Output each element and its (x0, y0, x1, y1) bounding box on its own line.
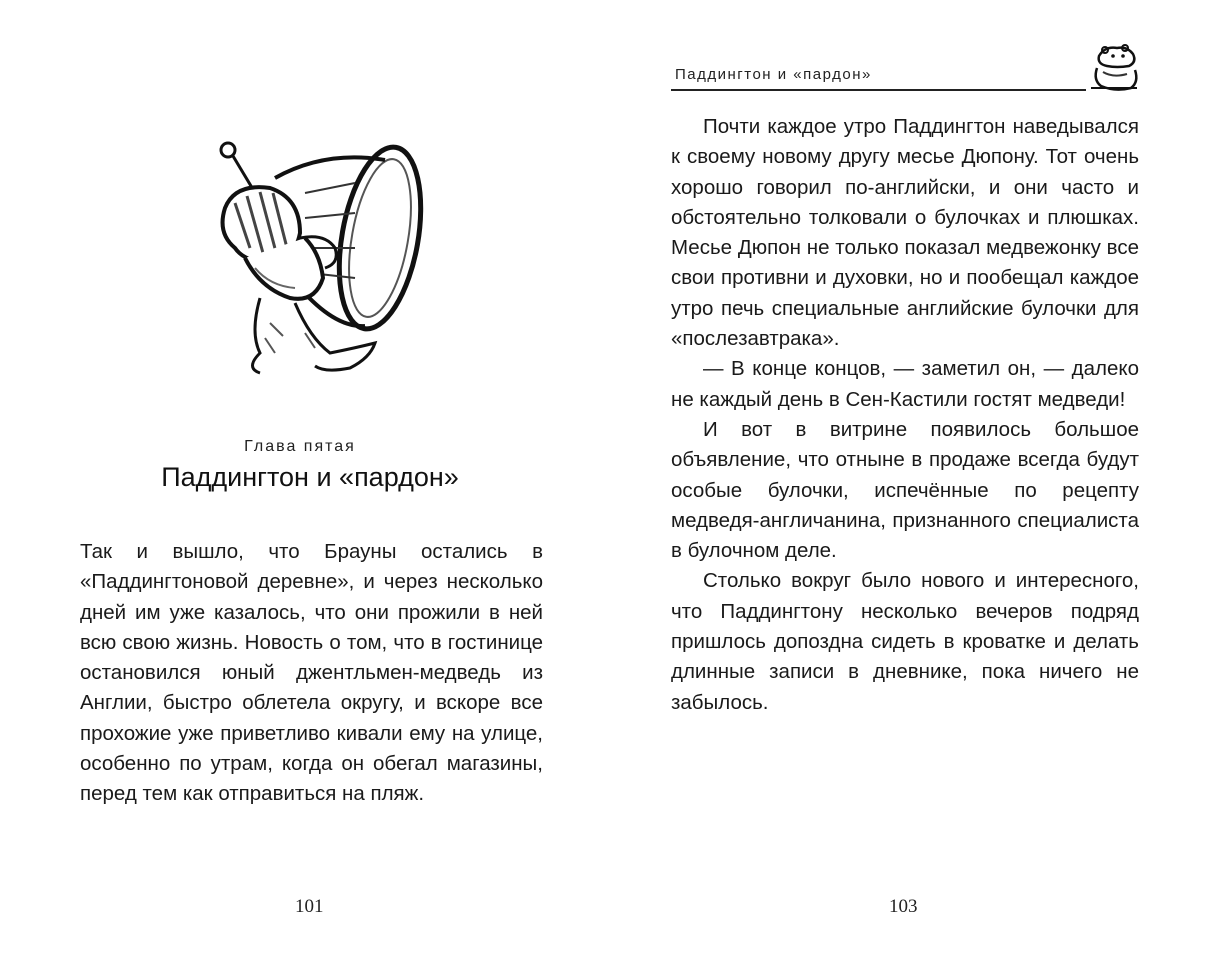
paragraph: Так и вышло, что Брауны остались в «Паддингтоновой деревне», и через несколько дней им уже казалось, что они прожили в ней всю свою жизнь. Новость о том, что в гостинице остановился юный джентльмен-медведь из Англии, быстро облетела округу, и вскоре все прохожие уже приветливо кивали ему на улице, особенно по утрам, когда он обегал магазины, перед тем как отправиться на пляж. (80, 540, 543, 806)
running-header (671, 62, 1139, 94)
chapter-label: Глава пятая (244, 438, 356, 455)
bear-head-vignette (1087, 42, 1141, 94)
page-number: 103 (889, 896, 918, 917)
header-rule (671, 89, 1086, 91)
page-number: 101 (295, 896, 324, 917)
chapter-title: Паддингтон и «пардон» (161, 462, 459, 492)
right-page (607, 0, 1214, 968)
running-title: Паддингтон и «пардон» (675, 66, 872, 83)
paragraph: И вот в витрине появилось большое объявление, что отныне в продаже всегда будут особые булочки, испечённые по рецепту медведя-англичанина, признанного специалиста в булочном деле. (671, 417, 1139, 563)
bear-with-lamp-illustration (205, 138, 430, 383)
paragraph: Почти каждое утро Паддингтон наведывался к своему новому другу месье Дюпону. Тот очень хорошо говорил по-английски, и они часто и обстоятельно толковали о булочках и плюшках. Месье Дюпон не только показал медвежонку все свои противни и духовки, но и пообещал каждое утро печь специальные английские булочки для «послезавтрака». (671, 115, 1139, 351)
paragraph: — В конце концов, — заметил он, — далеко не каждый день в Сен-Кастили гостят медведи! (671, 357, 1139, 411)
left-page-body (80, 537, 543, 810)
paragraph: Столько вокруг было нового и интересного, что Паддингтону несколько вечеров подряд пришлось допоздна сидеть в кроватке и делать длинные записи в дневнике, пока ничего не забылось. (671, 569, 1139, 714)
right-page-body (671, 112, 1139, 718)
